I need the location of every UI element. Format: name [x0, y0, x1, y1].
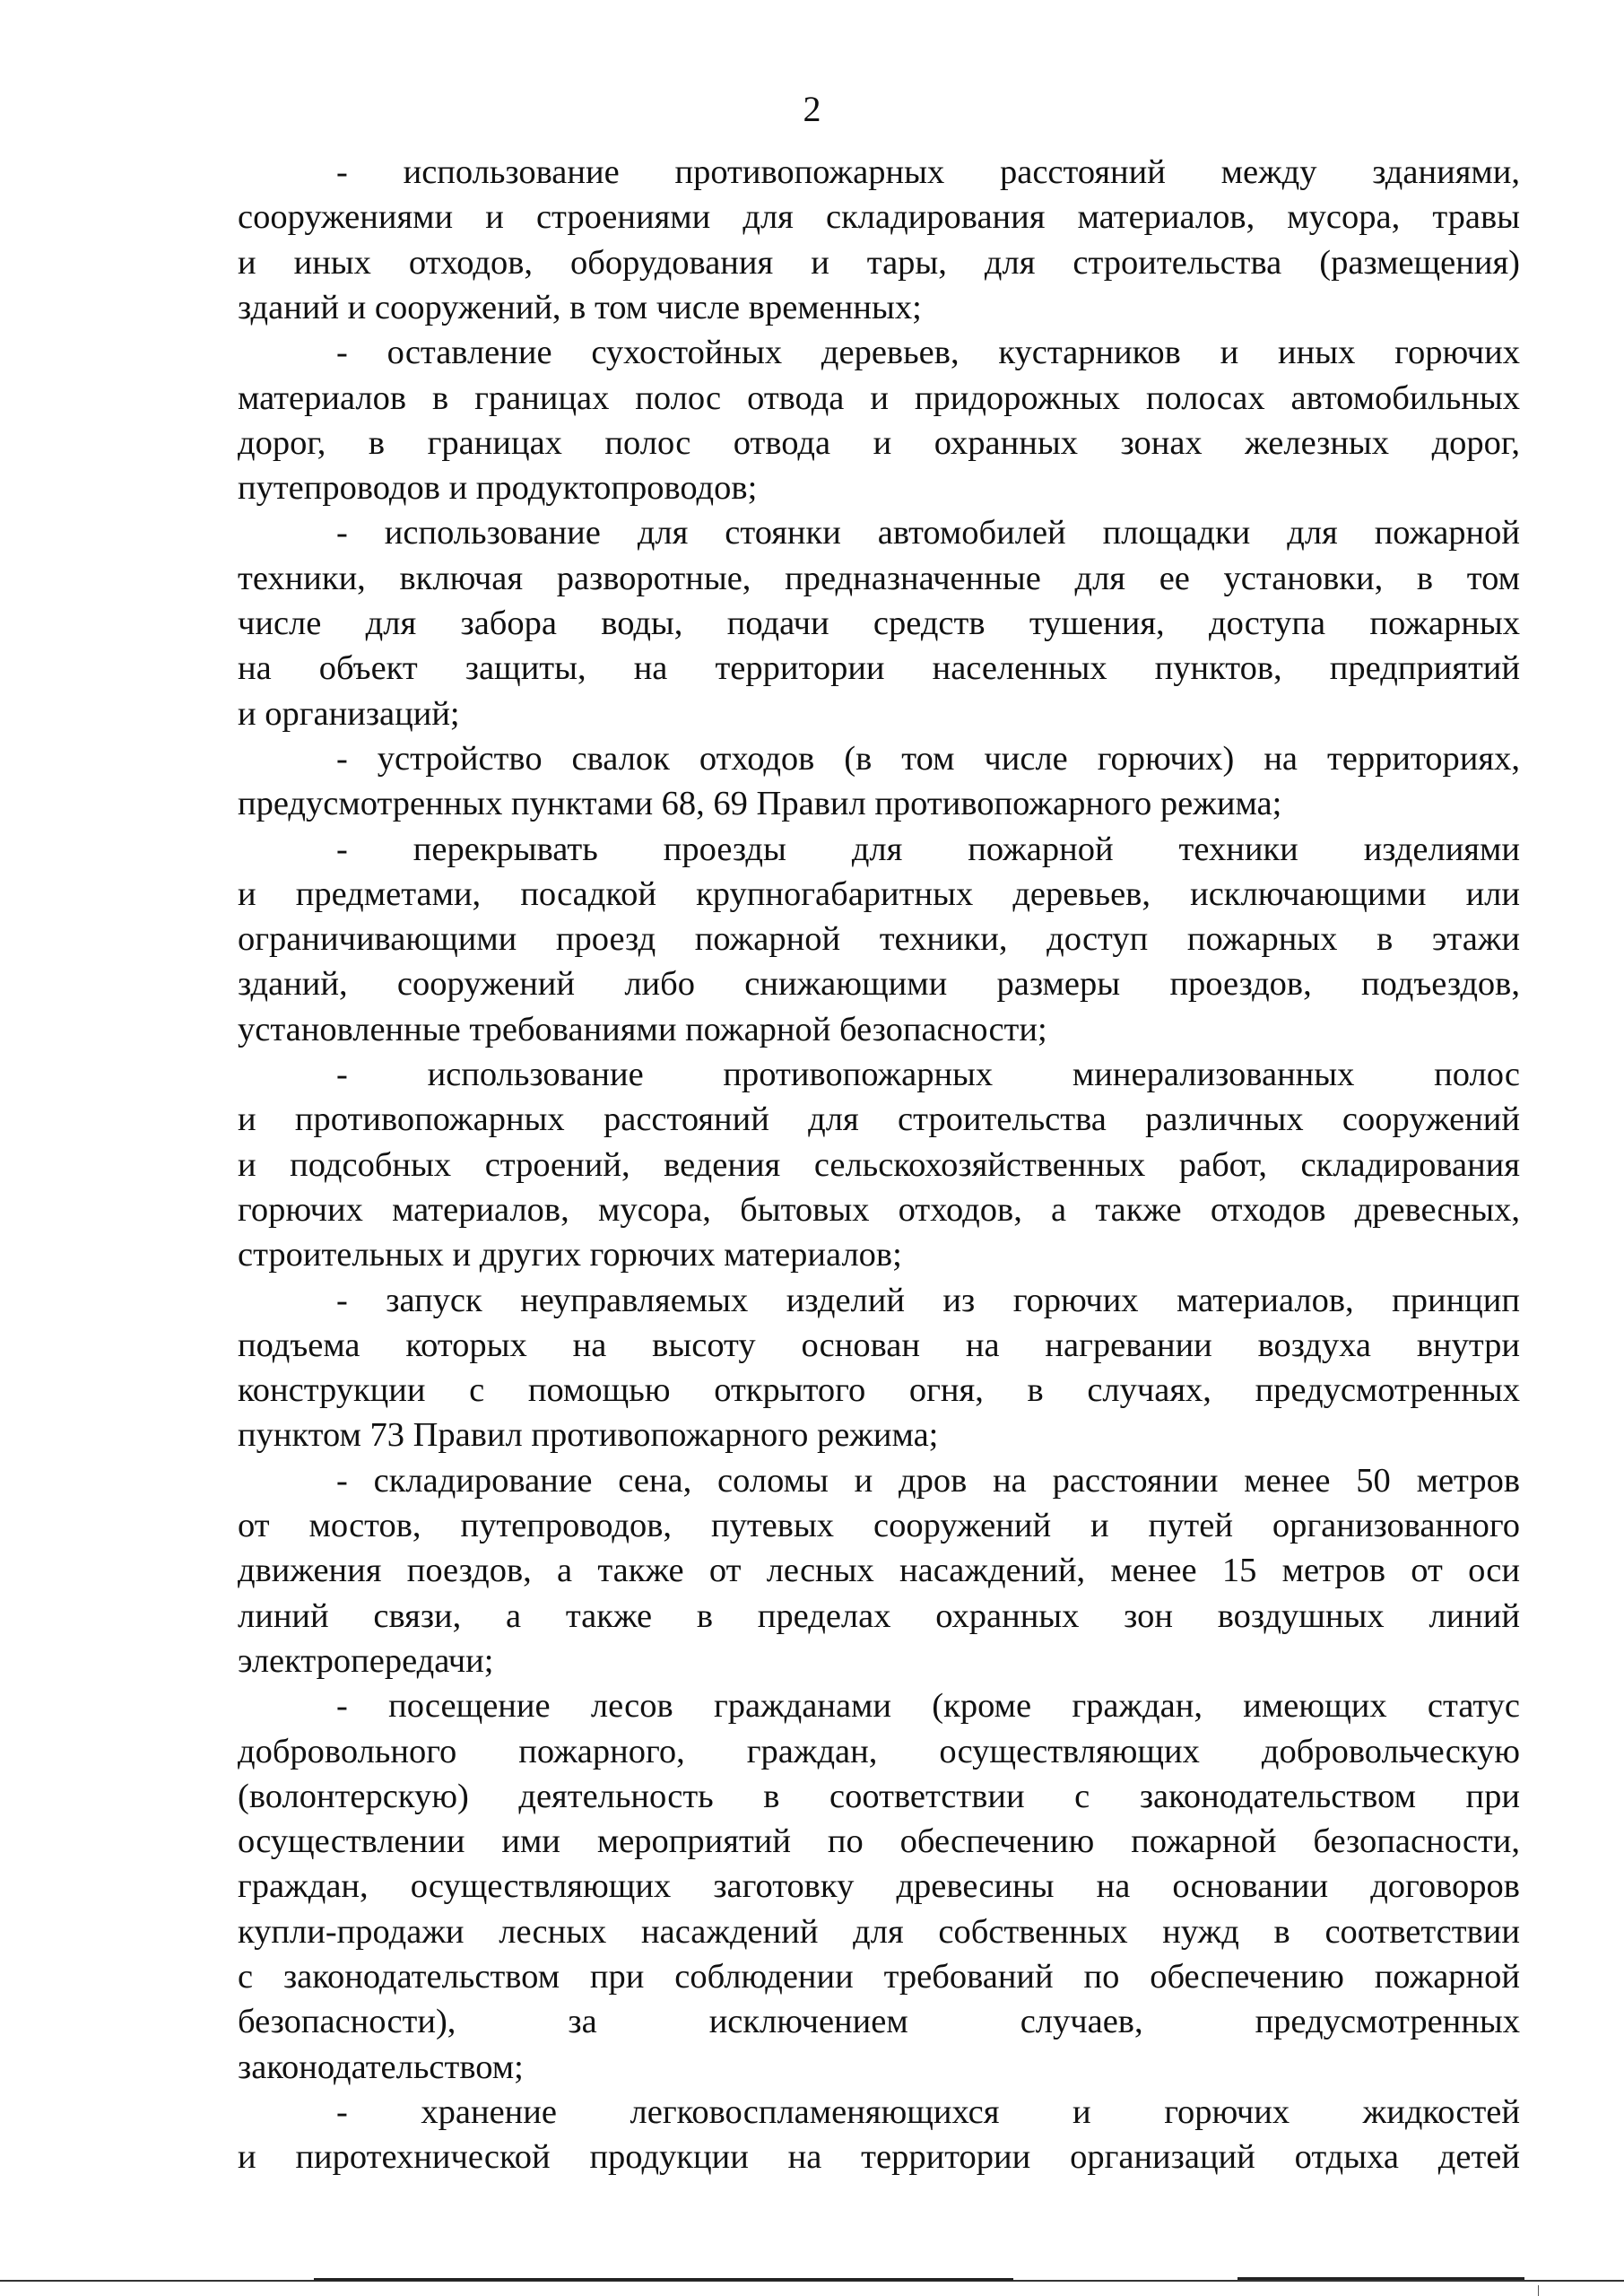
paragraph-line: граждан, осуществляющих заготовку древесины на основании договоров [238, 1867, 1520, 1906]
paragraph-line: осуществлении ими мероприятий по обеспечению пожарной безопасности, [238, 1822, 1520, 1861]
paragraph-line: безопасности), за исключением случаев, предусмотренных [238, 2003, 1520, 2041]
paragraph-first-line: - использование для стоянки автомобилей площадки для пожарной [336, 514, 1520, 552]
paragraph-line: дорог, в границах полос отвода и охранных зонах железных дорог, [238, 423, 1520, 462]
paragraph-line: техники, включая разворотные, предназначенные для ее установки, в том [238, 559, 1520, 597]
paragraph-line: линий связи, а также в пределах охранных зон воздушных линий [238, 1596, 1520, 1635]
paragraph-first-line: - использование противопожарных расстояний между зданиями, [336, 153, 1520, 191]
paragraph-first-line: - использование противопожарных минерализованных полос [336, 1056, 1520, 1093]
scan-edge-mark [1538, 2285, 1539, 2296]
paragraph-first-line: - хранение легковоспламеняющихся и горючих жидкостей [336, 2092, 1520, 2131]
paragraph-line: купли-продажи лесных насаждений для собственных нужд в соответствии [238, 1912, 1520, 1951]
paragraph-line: с законодательством при соблюдении требований по обеспечению пожарной [238, 1958, 1520, 1996]
scan-bottom-edge-line-segment [314, 2278, 1013, 2281]
paragraph-line: и иных отходов, оборудования и тары, для строительства (размещения) [238, 243, 1520, 282]
paragraph-line: числе для забора воды, подачи средств тушения, доступа пожарных [238, 604, 1520, 642]
paragraph-line: законодательством; [238, 2048, 524, 2086]
paragraph-line: на объект защиты, на территории населенных пунктов, предприятий [238, 649, 1520, 688]
paragraph-line: сооружениями и строениями для складирования материалов, мусора, травы [238, 198, 1520, 237]
paragraph-line: и предметами, посадкой крупногабаритных деревьев, исключающими или [238, 874, 1520, 913]
paragraph-first-line: - перекрывать проезды для пожарной техники изделиями [336, 830, 1520, 868]
paragraph-line: движения поездов, а также от лесных насаждений, менее 15 метров от оси [238, 1552, 1520, 1590]
paragraph-line: от мостов, путепроводов, путевых сооружений и путей организованного [238, 1507, 1520, 1544]
paragraph-line: горючих материалов, мусора, бытовых отходов, а также отходов древесных, [238, 1190, 1520, 1229]
paragraph-line: и пиротехнической продукции на территории организаций отдыха детей [238, 2138, 1520, 2177]
paragraph-first-line: - посещение лесов гражданами (кроме граждан, имеющих статус [336, 1687, 1520, 1726]
paragraph-line: зданий, сооружений либо снижающими размеры проездов, подъездов, [238, 965, 1520, 1004]
paragraph-line: добровольного пожарного, граждан, осуществляющих добровольческую [238, 1732, 1520, 1770]
paragraph-line: зданий и сооружений, в том числе временных; [238, 288, 922, 326]
paragraph-line: путепроводов и продуктопроводов; [238, 469, 758, 508]
paragraph-line: строительных и других горючих материалов; [238, 1236, 902, 1274]
paragraph-line: конструкции с помощью открытого огня, в случаях, предусмотренных [238, 1371, 1520, 1410]
scan-bottom-edge-line-segment [1238, 2277, 1524, 2280]
paragraph-first-line: - оставление сухостойных деревьев, кустарников и иных горючих [336, 334, 1520, 372]
paragraph-line: (волонтерскую) деятельность в соответствии с законодательством при [238, 1777, 1520, 1815]
paragraph-line: и организаций; [238, 694, 460, 733]
paragraph-first-line: - складирование сена, соломы и дров на расстоянии менее 50 метров [336, 1461, 1520, 1500]
paragraph-line: ограничивающими проезд пожарной техники, доступ пожарных в этажи [238, 920, 1520, 959]
paragraph-line: и противопожарных расстояний для строительства различных сооружений [238, 1100, 1520, 1139]
paragraph-first-line: - запуск неуправляемых изделий из горючих материалов, принцип [336, 1281, 1520, 1319]
paragraph-line: материалов в границах полос отвода и придорожных полосах автомобильных [238, 378, 1520, 417]
paragraph-line: пунктом 73 Правил противопожарного режима; [238, 1416, 939, 1455]
paragraph-first-line: - устройство свалок отходов (в том числе горючих) на территориях, [336, 739, 1520, 778]
paragraph-line: установленные требованиями пожарной безопасности; [238, 1010, 1047, 1048]
paragraph-line: предусмотренных пунктами 68, 69 Правил противопожарного режима; [238, 785, 1282, 823]
paragraph-line: электропередачи; [238, 1641, 494, 1680]
page-number: 2 [803, 89, 821, 129]
paragraph-line: подъема которых на высоту основан на нагревании воздуха внутри [238, 1326, 1520, 1364]
paragraph-line: и подсобных строений, ведения сельскохозяйственных работ, складирования [238, 1145, 1520, 1184]
